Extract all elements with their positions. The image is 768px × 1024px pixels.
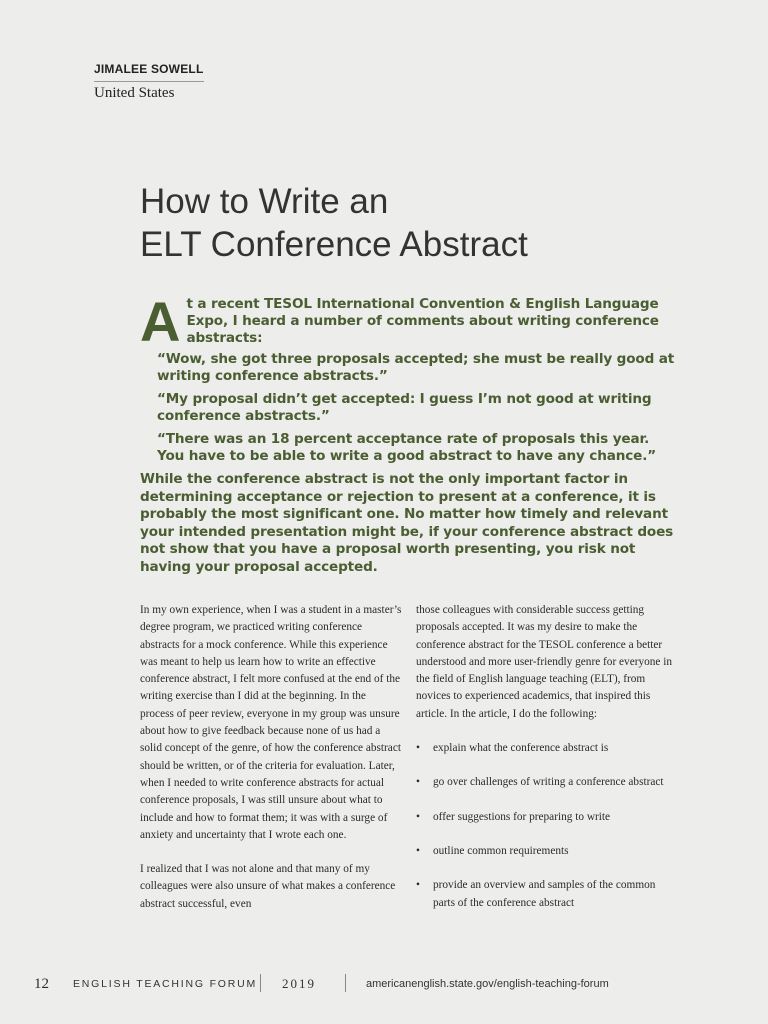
page-number: 12: [34, 976, 49, 992]
page-footer: [0, 972, 768, 1000]
title-line-1: How to Write an: [140, 182, 389, 221]
intro-summary: While the conference abstract is not the only important factor in determining acceptance or rejection to present at a conference, it is probably the most significant one. No matter how timely and relevant your intended presentation might be, if your conference abstract does not show that you have a proposal worth presenting, you risk not having your proposal accepted.: [140, 471, 674, 575]
footer-divider: [345, 974, 346, 992]
author-block: [94, 62, 204, 102]
bullet-item: [416, 774, 678, 791]
body-column-left: [140, 602, 402, 913]
bullet-icon: •: [416, 810, 420, 823]
issue-year: 2019: [282, 976, 316, 991]
article-title: [140, 180, 700, 266]
bullet-text: provide an overview and samples of the common parts of the conference abstract: [433, 879, 656, 909]
bullet-icon: •: [416, 844, 420, 857]
bullet-text: go over challenges of writing a conference abstract: [433, 776, 664, 789]
bullet-text: explain what the conference abstract is: [433, 742, 609, 755]
intro-section: [140, 290, 680, 576]
author-name: JIMALEE SOWELL: [94, 62, 204, 82]
body-column-right: [416, 602, 678, 929]
quote-1: “Wow, she got three proposals accepted; she must be really good at writing conference abstracts.”: [157, 351, 675, 384]
quote-3: “There was an 18 percent acceptance rate of proposals this year. You have to be able to write a good abstract to have any chance.”: [157, 431, 657, 464]
bullet-icon: •: [416, 879, 420, 892]
journal-name: ENGLISH TEACHING FORUM: [73, 978, 258, 990]
bullet-icon: •: [416, 776, 420, 789]
bullet-text: outline common requirements: [433, 844, 569, 857]
bullet-item: [416, 877, 678, 912]
bullet-item: [416, 843, 678, 860]
footer-url: americanenglish.state.gov/english-teaching-forum: [366, 978, 609, 990]
bullet-list: [416, 740, 678, 912]
bullet-item: [416, 809, 678, 826]
intro-lead: t a recent TESOL International Convention & English Language Expo, I heard a number of comments about writing conference abstracts:: [186, 296, 659, 346]
bullet-item: [416, 740, 678, 757]
body-paragraph-2: I realized that I was not alone and that many of my colleagues were also unsure of what makes a conference abstract successful, even: [140, 863, 396, 910]
author-country: United States: [94, 85, 175, 101]
drop-cap: A: [140, 290, 181, 353]
body-paragraph-3: those colleagues with considerable success getting proposals accepted. It was my desire to make the conference abstract for the TESOL conference a better understood and more user-friendly genre for everyone in the field of English language teaching (ELT), from novices to experienced academics, that inspired this article. In the article, I do the following:: [416, 604, 673, 720]
footer-divider: [260, 974, 261, 992]
bullet-text: offer suggestions for preparing to write: [433, 810, 611, 823]
quote-list: [140, 351, 680, 465]
bullet-icon: •: [416, 742, 420, 755]
body-paragraph-1: In my own experience, when I was a student in a master’s degree program, we practiced writing conference abstracts for a mock conference. While this experience was meant to help us learn how to write an effective conference abstract, I felt more confused at the end of the writing exercise than I did at the beginning. In the process of peer review, everyone in my group was unsure about how to give feedback because none of us had a solid concept of the genre, of how the conference abstract should be written, or of the criteria for evaluation. Later, when I needed to write conference abstracts for actual conference proposals, I was still unsure about what to include and how to format them; it was with a surge of anxiety and uncertainty that I wrote each one.: [140, 604, 402, 841]
quote-2: “My proposal didn’t get accepted: I guess I’m not good at writing conference abstracts.”: [157, 391, 652, 424]
title-line-2: ELT Conference Abstract: [140, 225, 528, 264]
